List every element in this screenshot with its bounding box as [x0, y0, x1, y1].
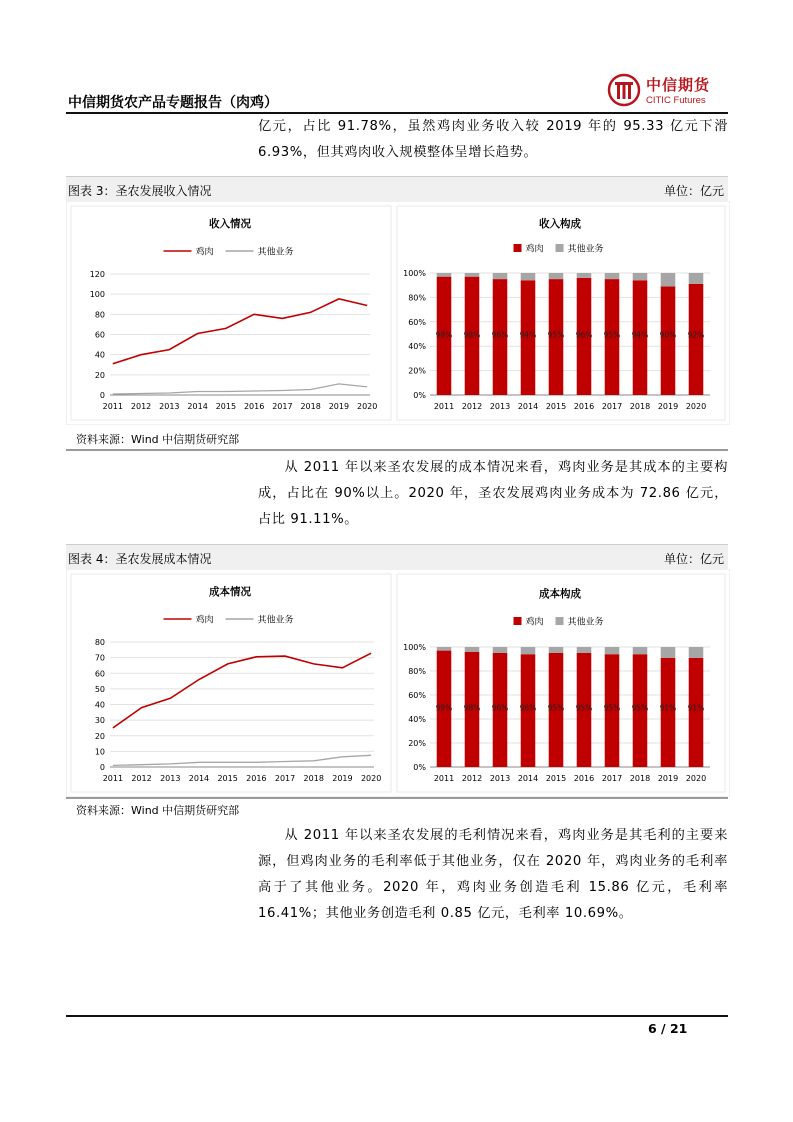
rev_line-xtick: 2018 [300, 402, 321, 411]
logo-cn: 中信期货 [646, 76, 711, 94]
paragraph-2-text: 从 2011 年以来圣农发展的成本情况来看，鸡肉业务是其成本的主要构成，占比在 90%以上。2020 年，圣农发展鸡肉业务成本为 72.86 亿元，占比 91.11%。 [258, 460, 728, 527]
figure3-caption-bar [66, 176, 728, 202]
paragraph-3 [258, 823, 728, 927]
rev_stack-data-label: 90% [659, 330, 677, 340]
cost_stack-data-label: 99% [435, 703, 453, 713]
rev_stack-xtick: 2017 [601, 402, 623, 411]
rev_stack-bar-0 [661, 286, 676, 395]
rev_stack-xtick: 2015 [545, 402, 567, 411]
rev_stack-bar-1 [577, 273, 592, 278]
rev_stack-title: 收入构成 [539, 218, 581, 230]
figure4-caption: 图表 4：圣农发展成本情况 [68, 552, 212, 566]
cost_stack-legend-swatch-1 [556, 617, 564, 625]
rev_line-xtick: 2019 [328, 402, 350, 411]
cost_line-xtick: 2013 [160, 774, 181, 783]
cost_stack-data-label: 96% [519, 703, 537, 713]
rev_stack-xtick: 2020 [685, 402, 707, 411]
cost_stack-bar-1 [605, 647, 620, 654]
cost_stack-ytick: 0% [413, 763, 426, 772]
rev_line-xtick: 2014 [187, 402, 208, 411]
rev_stack-data-label: 95% [547, 330, 565, 340]
rev_line-xtick: 2020 [356, 402, 378, 411]
citic-logo [606, 70, 726, 110]
figure4-box [66, 569, 730, 797]
cost_stack-xtick: 2013 [489, 774, 511, 783]
cost_stack-data-label: 95% [603, 703, 621, 713]
rev_line-title: 收入情况 [209, 218, 251, 230]
cost_line-xtick: 2020 [360, 774, 382, 783]
cost_stack-bar-1 [549, 647, 564, 653]
cost_line-ytick: 0 [99, 763, 105, 772]
rev_stack-bar-1 [465, 273, 480, 277]
cost_stack-xtick: 2015 [545, 774, 567, 783]
cost_line-xtick: 2018 [303, 774, 324, 783]
cost_stack-data-label: 95% [631, 703, 649, 713]
cost_stack-ytick: 40% [408, 715, 426, 724]
cost_stack-bar-1 [437, 647, 452, 651]
cost_stack-bar-1 [577, 647, 592, 653]
cost_stack-bar-1 [465, 647, 480, 652]
rev_stack-xtick: 2013 [489, 402, 511, 411]
rev_line-xtick: 2015 [215, 402, 237, 411]
rev_stack-legend-swatch-1 [556, 244, 564, 252]
cost_stack-legend-label-1: 其他业务 [567, 617, 604, 628]
cost_stack-data-label: 98% [463, 703, 481, 713]
cost_line-ytick: 40 [94, 700, 105, 710]
figure4-charts [67, 570, 729, 796]
figure4-caption-bar [66, 544, 728, 570]
rev_line-legend-label-1: 其他业务 [257, 247, 294, 258]
rev_line-ytick: 120 [89, 270, 105, 279]
rev_stack-xtick: 2011 [433, 402, 455, 411]
figure4-unit: 单位：亿元 [663, 552, 724, 566]
figure4-source: 资料来源：Wind 中信期货研究部 [76, 804, 240, 817]
rev_line-ytick: 40 [94, 350, 105, 360]
rev_line-ytick: 20 [94, 370, 105, 380]
cost_stack-bar-1 [521, 647, 536, 654]
rev_stack-bar-1 [689, 273, 704, 284]
rev_line-xtick: 2017 [272, 402, 293, 411]
cost_line-ytick: 60 [94, 669, 105, 679]
rev_stack-ytick: 60% [408, 317, 426, 327]
rev_stack-xtick: 2016 [573, 402, 595, 411]
rev_stack-xtick: 2019 [657, 402, 679, 411]
cost_stack-title: 成本构成 [539, 588, 581, 600]
rev_stack-bar-1 [549, 273, 564, 279]
cost_stack-xtick: 2012 [461, 774, 483, 783]
cost_stack-xtick: 2018 [629, 774, 651, 783]
rev_line-xtick: 2016 [243, 402, 265, 411]
cost_line-ytick: 80 [94, 638, 105, 647]
cost_line-xtick: 2016 [246, 774, 267, 783]
rev_stack-data-label: 92% [687, 330, 705, 340]
paragraph-1 [258, 114, 728, 166]
rev_stack-bar-1 [605, 273, 620, 279]
rev_stack-ytick: 20% [408, 366, 426, 376]
cost_stack-bar-1 [493, 647, 508, 653]
rev_line-ytick: 60 [94, 330, 105, 340]
cost_stack-ytick: 60% [408, 691, 426, 700]
cost_stack-data-label: 91% [659, 703, 677, 713]
rev_line-ytick: 0 [99, 391, 105, 400]
rev_stack-ytick: 80% [408, 293, 426, 303]
rev_stack-legend-label-1: 其他业务 [567, 244, 604, 255]
rev_line-xtick: 2012 [130, 402, 152, 411]
cost_stack-legend-label-0: 鸡肉 [525, 617, 544, 628]
cost_line-legend-label-1: 其他业务 [257, 615, 294, 626]
cost_line-ytick: 70 [94, 653, 105, 663]
report-title: 中信期货农产品专题报告（肉鸡） [68, 95, 278, 111]
figure3-unit: 单位：亿元 [663, 184, 724, 198]
rev_stack-ytick: 0% [413, 391, 426, 400]
rev_line-xtick: 2013 [159, 402, 180, 411]
page-number: 6 / 21 [648, 1021, 688, 1036]
cost_stack-xtick: 2020 [685, 774, 707, 783]
rev_stack-xtick: 2018 [629, 402, 651, 411]
paragraph-2 [258, 455, 728, 533]
paragraph-1-text: 亿元，占比 91.78%，虽然鸡肉业务收入较 2019 年的 95.33 亿元下滑 6.93%，但其鸡肉收入规模整体呈增长趋势。 [258, 119, 728, 160]
rev_line-xtick: 2011 [102, 402, 124, 411]
rev_stack-xtick: 2014 [517, 402, 539, 411]
citic-logo-icon [606, 72, 642, 108]
rev_stack-xtick: 2012 [461, 402, 483, 411]
cost_stack-ytick: 100% [403, 643, 426, 652]
cost_line-xtick: 2011 [102, 774, 124, 783]
paragraph-3-text: 从 2011 年以来圣农发展的毛利情况来看，鸡肉业务是其毛利的主要来源，但鸡肉业务的毛利率低于其他业务，仅在 2020 年，鸡肉业务的毛利率高于了其他业务。2020 年，鸡肉业务创造毛利 15.86 亿元，毛利率 16.41%；其他业务创造毛利 0.85 亿元，毛利率 10.69%。 [258, 828, 728, 921]
logo-en: CITIC Futures [646, 95, 706, 106]
cost_stack-data-label: 91% [687, 703, 705, 713]
figure3-box [66, 201, 730, 425]
rev_line-ytick: 80 [94, 310, 105, 320]
rev_stack-bar-1 [661, 273, 676, 286]
cost_line-ytick: 50 [94, 684, 105, 694]
cost_stack-xtick: 2017 [601, 774, 623, 783]
rev_stack-bar-1 [633, 273, 648, 280]
cost_stack-xtick: 2011 [433, 774, 455, 783]
cost_line-xtick: 2012 [131, 774, 152, 783]
cost_line-xtick: 2015 [217, 774, 238, 783]
cost_stack-ytick: 20% [408, 739, 426, 748]
rev_stack-data-label: 96% [575, 330, 593, 340]
cost_line-title: 成本情况 [209, 586, 251, 598]
figure3-source-rule [66, 449, 728, 451]
rev_stack-data-label: 94% [519, 330, 537, 340]
cost_stack-legend-swatch-0 [514, 617, 522, 625]
rev_stack-data-label: 98% [463, 330, 481, 340]
cost_line-ytick: 30 [94, 716, 105, 726]
cost_stack-xtick: 2019 [657, 774, 679, 783]
rev_stack-legend-swatch-0 [514, 244, 522, 252]
cost_stack-bar-1 [689, 647, 704, 658]
rev_stack-bar-1 [437, 273, 452, 277]
rev_stack-bar-1 [493, 273, 508, 279]
cost_line-ytick: 10 [94, 747, 105, 757]
rev_stack-ytick: 100% [403, 269, 426, 278]
rev_stack-data-label: 98% [435, 330, 453, 340]
cost_line-xtick: 2019 [332, 774, 353, 783]
rev_stack-data-label: 95% [603, 330, 621, 340]
rev_stack-ytick: 40% [408, 342, 426, 352]
cost_stack-data-label: 95% [575, 703, 593, 713]
figure3-charts [67, 202, 729, 424]
rev_stack-data-label: 96% [491, 330, 509, 340]
cost_line-legend-label-0: 鸡肉 [195, 615, 214, 626]
cost_line-ytick: 20 [94, 731, 105, 741]
rev_stack-data-label: 94% [631, 330, 649, 340]
rev_line-legend-label-0: 鸡肉 [195, 247, 214, 258]
cost_stack-xtick: 2014 [517, 774, 539, 783]
cost_line-xtick: 2017 [274, 774, 296, 783]
cost_stack-data-label: 95% [547, 703, 565, 713]
figure3-caption: 图表 3：圣农发展收入情况 [68, 184, 212, 198]
rev_line-ytick: 100 [89, 290, 105, 300]
rev_stack-bar-1 [521, 273, 536, 280]
cost_stack-bar-1 [633, 647, 648, 654]
cost_stack-data-label: 96% [491, 703, 509, 713]
rev_stack-legend-label-0: 鸡肉 [525, 244, 544, 255]
figure4-source-rule [66, 797, 728, 799]
cost_stack-ytick: 80% [408, 667, 426, 676]
footer-rule [66, 1015, 728, 1017]
cost_line-xtick: 2014 [188, 774, 210, 783]
figure3-source: 资料来源：Wind 中信期货研究部 [76, 433, 240, 446]
cost_stack-xtick: 2016 [573, 774, 595, 783]
cost_stack-bar-1 [661, 647, 676, 658]
